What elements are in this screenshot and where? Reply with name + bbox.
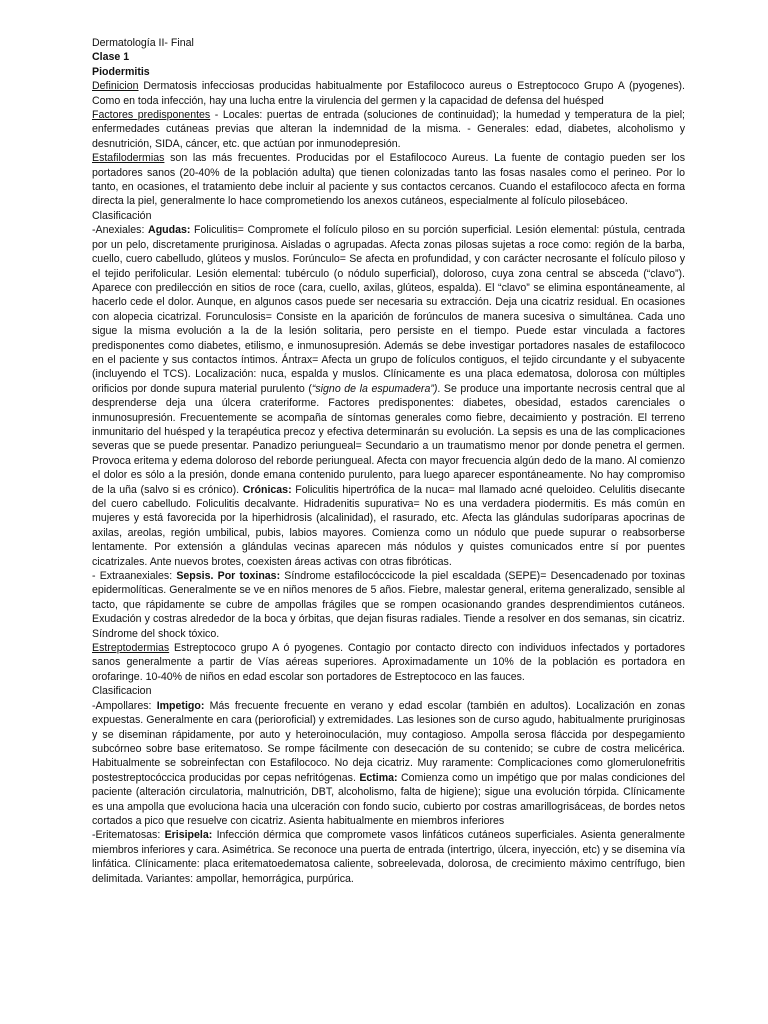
erisipela-label: Erisipela: xyxy=(164,829,213,842)
classification-heading-2: Clasificacion xyxy=(92,685,152,698)
sepsis-label: Sepsis xyxy=(176,570,211,583)
toxinas-label: Por toxinas: xyxy=(217,570,281,583)
definition-label: Definicion xyxy=(92,80,139,93)
estafilodermias-label: Estafilodermias xyxy=(92,152,165,165)
estreptodermias-text: Estreptococo grupo A ó pyogenes. Contagio por contacto directo con individuos infectados y portadores sanos generalmente a partir de Vías aéreas superiores. Aproximadamente un 10% de la población es portadora en orofaringe. 10-40% de niños en edad escolar son portadores de Estreptococo en las fauces. xyxy=(92,642,685,683)
agudas-label: Agudas: xyxy=(148,224,191,237)
ampollares-intro: -Ampollares: xyxy=(92,699,157,712)
impetigo-label: Impetigo: xyxy=(156,699,205,712)
estreptodermias-paragraph xyxy=(92,641,685,684)
extraanexiales-text: Síndrome estafilocóccicode la piel escaldada (SEPE)= Desencadenado por toxinas epidermolíticas. Generalmente se ve en niños menores de 5 años. Fiebre, malestar general, eritema generalizado, sensible al tacto, que rápidamente se cubre de ampollas frágiles que se rompen ocasionando grandes desprendimientos cutáneos. Exudación y costras alrededor de la boca y órbitas, que dejan fisuras radiales. Tiende a resolver en dos semanas, sin cicatriz. Síndrome del shock tóxico. xyxy=(92,570,685,640)
anexiales-text-1: Foliculitis= Compromete el folículo piloso en su porción superficial. Lesión elemental: pústula, centrada por un pelo, discretamente pruriginosa. Aisladas o agrupadas. Afecta zonas pilosas sujetas a roce como: región de la barba, cuello, cuero cabelludo, glúteos y muslos. Forúnculo= Se afecta en profundidad, y con carácter necrosante el folículo piloso y el tejido perifolicular. Lesión elemental: tubérculo (o nódulo superficial), doloroso, cuya zona central se absceda (“clavo”). Aparece con predilección en sitios de roce (cara, cuello, axilas, glúteos, espalda). El “clavo” se elimina espontáneamente, al hacerlo cede el dolor. Aunque, en algunos casos puede ser necesaria su extracción. Deja una cicatriz residual. En ocasiones con alopecia cicatrizal. Forunculosis= Consiste en la aparición de forúnculos de manera sucesiva o simultánea. Cada uno sigue la misma evolución a la de la lesión solitaria, pero persiste en el tiempo. Puede estar vinculada a factores predisponentes como diabetes, etilismo, e inmunosupresión. Además se debe investigar portadores nasales de estafilococo en el paciente y sus contactos íntimos. Ántrax= Afecta un grupo de folículos contiguos, el tejido circundante y el subyacente (incluyendo el TCS). Localización: nuca, espalda y muslos. Clínicamente es una placa edematosa, dolorosa con múltiples orificios por donde supura material purulento ( xyxy=(92,224,685,395)
eritematosas-intro: -Eritematosas: xyxy=(92,829,165,842)
factors-label: Factores predisponentes xyxy=(92,109,211,122)
course-title: Dermatología II- Final xyxy=(92,37,194,49)
ectima-label: Ectima: xyxy=(359,771,398,784)
classification-heading: Clasificación xyxy=(92,209,152,222)
cronicas-label: Crónicas: xyxy=(242,483,292,496)
signo-espumadera: “signo de la espumadera”) xyxy=(311,382,438,395)
estreptodermias-label: Estreptodermias xyxy=(92,642,170,655)
anexiales-intro: -Anexiales: xyxy=(92,224,149,237)
definition-paragraph xyxy=(92,79,685,108)
ampollares-paragraph xyxy=(92,699,685,829)
topic-heading: Piodermitis xyxy=(92,65,150,78)
extraanexiales-paragraph xyxy=(92,569,685,641)
ampollares-text-1: Más frecuente frecuente en verano y edad escolar (también en adultos). Localización en zonas expuestas. Generalmente en cara (perioroficial) y extremidades. Las lesiones son de curso agudo, habitualmente pruriginosas y se diseminan rápidamente, por auto y heteroinoculación, muy contagioso. Ampolla serosa fláccida por despegamiento subcórneo sobre base eritematoso. Se rompe fácilmente con desecación de su contenido; se cubre de costra melicérica. Habitualmente se sobreinfectan con Estafilococo. No deja cicatriz. Muy raramente: Complicaciones como glomerulonefritis postestreptocóccica producidas por cepas nefritógenas. xyxy=(92,699,686,784)
anexiales-paragraph xyxy=(92,223,685,569)
anexiales-text-3: Foliculitis hipertrófica de la nuca= mal llamado acné queloideo. Celulitis disecante del cuero cabelludo. Foliculitis decalvante. Hidradenitis supurativa= No es una verdadera piodermitis. Es más común en mujeres y está favorecida por la hiperhidrosis (alcalinidad), el rasurado, etc. Afecta las glándulas sudoríparas apocrinas de axilas, areolas, región umbilical, pubis, labios mayores. Comienza como un nódulo que puede supurar o reabsorberse lentamente. Por extensión a glándulas vecinas aparecen más nódulos y quistes comunicados entre sí por puentes cicatrizales. Ante nuevos brotes, coexisten áreas activas con otras fibróticas. xyxy=(92,483,685,568)
estafilodermias-text: son las más frecuentes. Producidas por el Estafilococo Aureus. La fuente de contagio pueden ser los portadores sanos (20-40% de la población adulta) que tienen colonizadas tanto las fosas nasales como el perineo. Por lo tanto, en ocasiones, el tratamiento debe incluir al paciente y sus contactos cercanos. Cuando el estafilococo afecta en forma directa la piel, generalmente lo hace comprometiendo los anexos cutáneos, especialmente al folículo pilosebáceo. xyxy=(92,152,685,208)
eritematosas-text: Infección dérmica que compromete vasos linfáticos cutáneos superficiales. Asienta generalmente miembros inferiores y cara. Asimétrica. Se reconoce una puerta de entrada (intertrigo, úlcera, inyección, etc) y se disemina vía linfática. Clínicamente: placa eritematoedematosa caliente, sobreelevada, dolorosa, de crecimiento máximo centrífugo, bien delimitada. Variantes: ampollar, hemorrágica, purpúrica. xyxy=(92,829,685,885)
factors-paragraph xyxy=(92,108,685,151)
document-page xyxy=(92,36,685,886)
factors-text: - Locales: puertas de entrada (soluciones de continuidad); la humedad y temperatura de la piel; enfermedades cutáneas previas que alteran la indemnidad de la misma. - Generales: edad, diabetes, alcoholismo y desnutrición, SIDA, cáncer, etc. que actúan por inmunodepresión. xyxy=(92,109,685,150)
eritematosas-paragraph xyxy=(92,828,685,886)
ampollares-text-2: Comienza como un impétigo que por malas condiciones del paciente (alteración circulatoria, malnutrición, DBT, alcoholismo, falta de higiene); sigue una evolución tórpida. Clínicamente es una ampolla que evoluciona hacia una ulceración con fondo sucio, cubierto por costras amarillogrisáceas, de bordes netos cortados a pico que resuelve con cicatriz. Asienta habitualmente en miembros inferiores xyxy=(92,771,685,827)
class-heading: Clase 1 xyxy=(92,51,130,64)
anexiales-text-2: . Se produce una importante necrosis central que al desprenderse deja una úlcera crateriforme. Factores predisponentes: diabetes, obesidad, estados carenciales o inmunosupresión. Frecuentemente se acompaña de síntomas generales como fiebre, decaimiento y postración. El terreno inmunitario del huésped y la terapéutica precoz y efectiva determinarán su evolución. La sepsis es una de las complicaciones severas que se puede presentar. Panadizo periungueal= Secundario a un traumatismo menor por donde penetra el germen. Provoca eritema y edema doloroso del reborde periungueal. Afecta con mayor frecuencia algún dedo de la mano. Al comienzo el dolor es sólo a la presión, donde emana contenido purulento, para luego aparecer espontáneamente. No hay compromiso de la uña (salvo si es crónico). xyxy=(92,382,685,496)
estafilodermias-paragraph xyxy=(92,151,685,209)
definition-text: Dermatosis infecciosas producidas habitualmente por Estafilococo aureus o Estreptococo Grupo A (pyogenes). Como en toda infección, hay una lucha entre la virulencia del germen y la capacidad de defensa del huésped xyxy=(92,80,685,107)
sepsis-separator: . xyxy=(210,570,218,583)
extraanexiales-intro: - Extraanexiales: xyxy=(92,570,177,583)
